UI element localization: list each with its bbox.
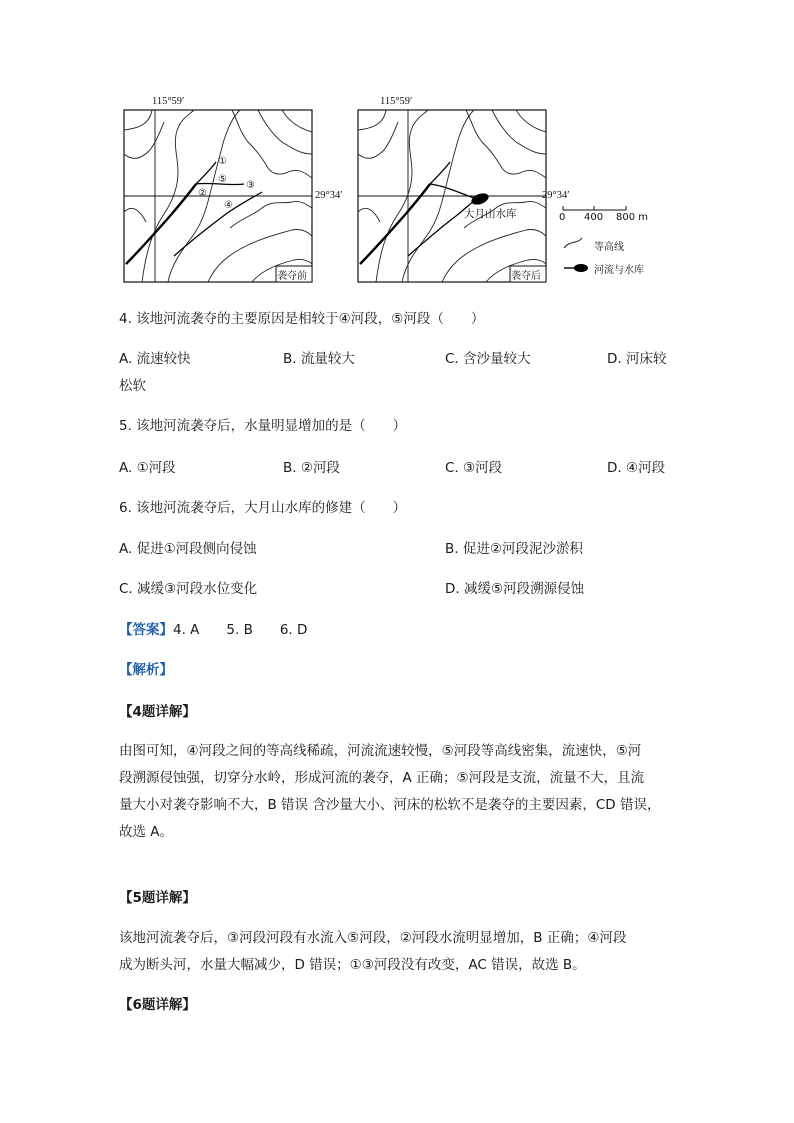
q5-detail-line: 该地河流袭夺后，③河段河段有水流入⑤河段，②河段水流明显增加，B 正确；④河段 bbox=[119, 930, 627, 946]
q5-option-b: B. ②河段 bbox=[283, 460, 340, 476]
segment-label-3: ③ bbox=[246, 180, 255, 191]
lat-label-before: 29°34′ bbox=[315, 190, 343, 201]
q4-option-d-wrap: 松软 bbox=[119, 378, 146, 394]
q4-option-c: C. 含沙量较大 bbox=[445, 351, 531, 367]
scale-tick-800: 800 m bbox=[616, 212, 649, 223]
q4-option-a: A. 流速较快 bbox=[119, 351, 191, 367]
q4-detail-text bbox=[119, 738, 679, 846]
answer-line bbox=[119, 620, 307, 640]
legend-contour-label: 等高线 bbox=[594, 242, 624, 253]
answer-tag: 【答案】 bbox=[119, 622, 173, 638]
q6-option-c: C. 减缓③河段水位变化 bbox=[119, 581, 258, 597]
segment-label-4: ④ bbox=[224, 200, 233, 211]
question-4-stem: 4. 该地河流袭夺的主要原因是相较于④河段，⑤河段（ ） bbox=[119, 311, 485, 327]
scale-tick-400: 400 bbox=[584, 212, 604, 223]
q6-detail-tag: 【6题详解】 bbox=[119, 997, 196, 1013]
caption-before: 袭夺前 bbox=[277, 271, 307, 282]
answer-text: 4. A 5. B 6. D bbox=[173, 622, 308, 638]
q4-option-b: B. 流量较大 bbox=[283, 351, 355, 367]
question-6-stem: 6. 该地河流袭夺后，大月山水库的修建（ ） bbox=[119, 500, 407, 516]
q4-detail-line: 段溯源侵蚀强，切穿分水岭，形成河流的袭夺，A 正确；⑤河段是支流，流量不大，且流 bbox=[119, 770, 645, 786]
q5-option-c: C. ③河段 bbox=[445, 460, 503, 476]
scale-bar bbox=[563, 206, 626, 210]
q4-detail-line: 量大小对袭夺影响不大，B 错误 含沙量大小、河床的松软不是袭夺的主要因素，CD 错误， bbox=[119, 797, 661, 813]
q4-option-d: D. 河床较 bbox=[607, 351, 667, 367]
segment-label-5: ⑤ bbox=[218, 174, 227, 185]
q5-detail-text bbox=[119, 925, 679, 979]
contour-line-icon bbox=[564, 238, 582, 248]
question-5-stem: 5. 该地河流袭夺后，水量明显增加的是（ ） bbox=[119, 418, 407, 434]
q4-detail-line: 由图可知，④河段之间的等高线稀疏，河流流速较慢，⑤河段等高线密集，流速快，⑤河 bbox=[119, 743, 642, 759]
q5-detail-tag: 【5题详解】 bbox=[119, 890, 196, 906]
map-after bbox=[358, 110, 546, 282]
q4-detail-line: 故选 A。 bbox=[119, 824, 174, 840]
reservoir-label: 大月山水库 bbox=[464, 208, 517, 220]
map-before bbox=[124, 110, 312, 282]
river-capture-figure bbox=[112, 92, 682, 292]
segment-label-1: ① bbox=[218, 156, 227, 167]
scale-tick-0: 0 bbox=[559, 212, 566, 223]
q6-option-a: A. 促进①河段侧向侵蚀 bbox=[119, 541, 257, 557]
analysis-tag: 【解析】 bbox=[119, 662, 173, 678]
q5-option-a: A. ①河段 bbox=[119, 460, 176, 476]
lat-label-after: 29°34′ bbox=[542, 190, 570, 201]
q5-detail-line: 成为断头河，水量大幅减少，D 错误；①③河段没有改变，AC 错误，故选 B。 bbox=[119, 957, 586, 973]
segment-label-2: ② bbox=[198, 188, 207, 199]
caption-after: 袭夺后 bbox=[511, 271, 541, 282]
lon-label-before: 115°59′ bbox=[152, 96, 185, 107]
q6-option-d: D. 减缓⑤河段溯源侵蚀 bbox=[445, 581, 585, 597]
q4-detail-tag: 【4题详解】 bbox=[119, 704, 196, 720]
lon-label-after: 115°59′ bbox=[380, 96, 413, 107]
q5-option-d: D. ④河段 bbox=[607, 460, 666, 476]
river-reservoir-icon bbox=[564, 264, 588, 272]
legend-river-label: 河流与水库 bbox=[594, 265, 644, 276]
q6-option-b: B. 促进②河段泥沙淤积 bbox=[445, 541, 583, 557]
